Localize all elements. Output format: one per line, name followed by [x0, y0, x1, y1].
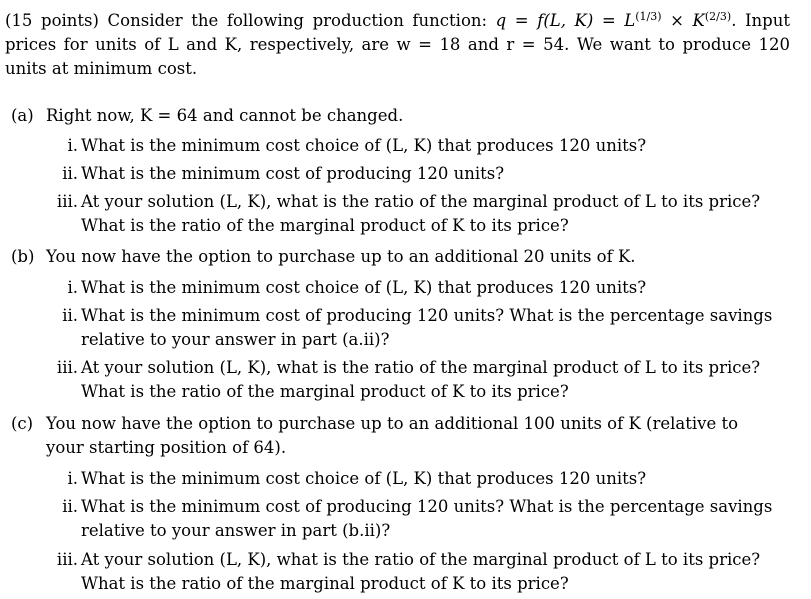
- problem-intro: [5, 9, 790, 81]
- part-c-ii-text: [81, 495, 776, 543]
- part-c-iii-line1: At your solution (L, K), what is the ratio of the marginal product of L to its price?: [81, 550, 761, 569]
- part-a-i-label: i.: [67, 136, 78, 155]
- part-b-ii-line2: relative to your answer in part (a.ii)?: [81, 330, 390, 349]
- part-c-text: [46, 412, 781, 460]
- part-b-ii-label: ii.: [62, 306, 78, 325]
- part-b-iii: [46, 356, 776, 404]
- part-b-ii: [46, 304, 776, 352]
- part-b-i: [46, 276, 776, 300]
- part-c-iii-line2: What is the ratio of the marginal product of K to its price?: [81, 574, 569, 593]
- part-a-ii-text: What is the minimum cost of producing 120 units?: [81, 164, 505, 183]
- part-c-iii-label: iii.: [56, 550, 78, 569]
- part-c-line2: your starting position of 64).: [46, 438, 287, 457]
- part-c-ii: [46, 495, 776, 543]
- part-c-ii-line1: What is the minimum cost of producing 120 units? What is the percentage savings: [81, 497, 773, 516]
- part-b-label: (b): [11, 247, 35, 266]
- part-a-iii-text: [81, 190, 776, 238]
- part-b-iii-label: iii.: [56, 358, 78, 377]
- part-a-iii: [46, 190, 776, 238]
- part-a-ii: [46, 162, 776, 186]
- part-c-label: (c): [11, 414, 34, 433]
- part-b-i-text: What is the minimum cost choice of (L, K) that produces 120 units?: [81, 278, 647, 297]
- part-a-iii-line1: At your solution (L, K), what is the ratio of the marginal product of L to its price?: [81, 192, 761, 211]
- part-b-i-label: i.: [67, 278, 78, 297]
- part-c-i: [46, 467, 776, 491]
- part-c-ii-label: ii.: [62, 497, 78, 516]
- part-b-iii-line2: What is the ratio of the marginal product of K to its price?: [81, 382, 569, 401]
- part-b-iii-line1: At your solution (L, K), what is the ratio of the marginal product of L to its price?: [81, 358, 761, 377]
- part-c-i-label: i.: [67, 469, 78, 488]
- part-a-ii-label: ii.: [62, 164, 78, 183]
- points-label: (15 points): [5, 11, 99, 30]
- part-a-text: Right now, K = 64 and cannot be changed.: [46, 106, 404, 125]
- part-c-ii-line2: relative to your answer in part (b.ii)?: [81, 521, 391, 540]
- intro-text-a: Consider the following production function:: [98, 11, 496, 30]
- part-b-text: You now have the option to purchase up to an additional 20 units of K.: [46, 247, 636, 266]
- part-c-iii: [46, 548, 776, 596]
- part-b: [11, 245, 781, 269]
- part-a-label: (a): [11, 106, 34, 125]
- part-a: [11, 104, 781, 128]
- part-b-ii-line1: What is the minimum cost of producing 120 units? What is the percentage savings: [81, 306, 773, 325]
- intro-text-b: . Input prices for units of L and K, respectively, are w = 18 and r = 54. We want to produce 120 units at minimum cost.: [5, 11, 790, 78]
- part-a-iii-line2: What is the ratio of the marginal product of K to its price?: [81, 216, 569, 235]
- production-formula: q = f(L, K) = L: [495, 11, 636, 30]
- exponent-l: (1/3): [635, 10, 662, 23]
- part-c-i-text: What is the minimum cost choice of (L, K) that produces 120 units?: [81, 469, 647, 488]
- part-a-iii-label: iii.: [56, 192, 78, 211]
- part-c: [11, 412, 781, 460]
- part-c-iii-text: [81, 548, 776, 596]
- exponent-k: (2/3): [704, 10, 732, 23]
- formula-times-k: × K: [661, 11, 705, 30]
- intro-paragraph: [5, 9, 790, 81]
- part-c-line1: You now have the option to purchase up to an additional 100 units of K (relative to: [46, 414, 739, 433]
- part-a-i-text: What is the minimum cost choice of (L, K) that produces 120 units?: [81, 136, 647, 155]
- part-b-ii-text: [81, 304, 776, 352]
- part-b-iii-text: [81, 356, 776, 404]
- part-a-i: [46, 134, 776, 158]
